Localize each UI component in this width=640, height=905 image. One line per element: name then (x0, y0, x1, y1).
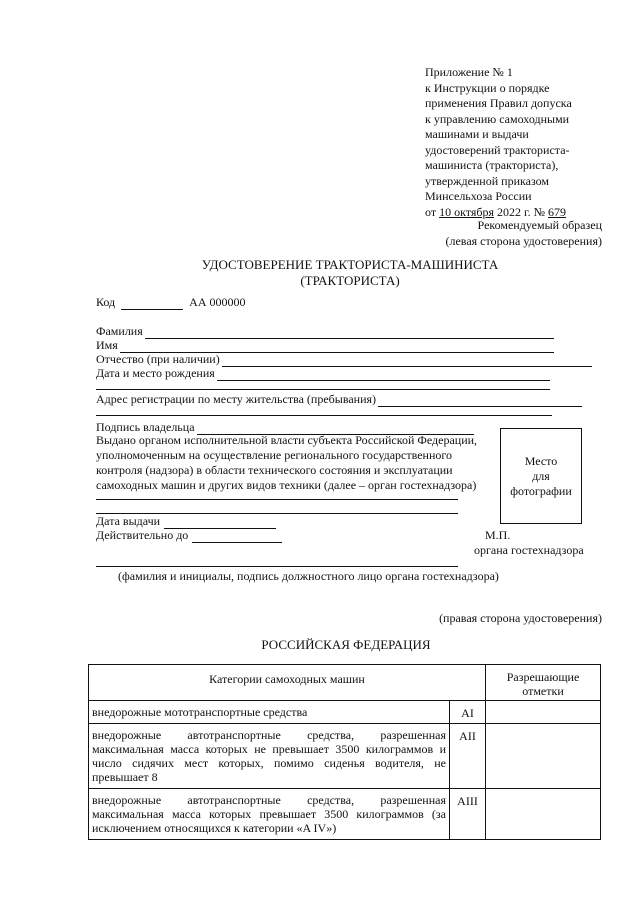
appendix-line: удостоверений тракториста- (425, 142, 570, 157)
patronymic-label: Отчество (при наличии) (96, 352, 220, 366)
issued-line: самоходных машин и других видов техники (далее – орган гостехнадзора) (96, 478, 477, 492)
name-field (96, 338, 554, 353)
category-marks (486, 724, 601, 789)
issued-line-1 (96, 499, 458, 500)
category-desc: внедорожные мототранспортные средства (89, 701, 450, 724)
appendix-line: к управлению самоходными (425, 111, 570, 126)
table-row (89, 724, 601, 789)
name-label: Имя (96, 338, 118, 352)
valid-until-line (192, 531, 282, 543)
sample-line-1: Рекомендуемый образец (477, 218, 602, 232)
header-marks-line-2: отметки (522, 684, 564, 698)
sample-label (446, 218, 603, 249)
title-line-1: УДОСТОВЕРЕНИЕ ТРАКТОРИСТА-МАШИНИСТА (201, 257, 499, 272)
category-code: AIII (450, 789, 486, 840)
birth-extra-line (96, 389, 550, 390)
table-row (89, 789, 601, 840)
issue-date-field (96, 514, 276, 529)
surname-label: Фамилия (96, 324, 143, 338)
address-extra-line (96, 415, 552, 416)
order-number: 679 (548, 204, 567, 219)
issued-line: уполномоченным на осуществление регионального государственного (96, 448, 452, 462)
address-line (378, 395, 582, 407)
category-desc: внедорожные автотранспортные средства, разрешенная максимальная масса которых не превышает 3500 килограммов и число сидячих мест которых, помимо сиденья водителя, не превышает 8 (89, 724, 450, 789)
code-blank (121, 298, 183, 310)
sample-line-2: (левая сторона удостоверения) (445, 234, 602, 248)
right-side-label: (правая сторона удостоверения) (439, 611, 602, 625)
issued-by-text (96, 433, 486, 493)
category-marks (486, 701, 601, 724)
appendix-line: машинами и выдачи (425, 127, 529, 141)
stamp-line-2: органа гостехнадзора (474, 543, 584, 557)
patronymic-field (96, 352, 592, 367)
issued-line: контроля (надзора) в области технического состояния и эксплуатации (96, 463, 453, 477)
address-field (96, 392, 582, 407)
photo-placeholder (500, 428, 582, 524)
birth-label: Дата и место рождения (96, 366, 215, 380)
official-signature-line (96, 566, 458, 567)
official-caption: (фамилия и инициалы, подпись должностного лицо органа гостехнадзора) (118, 569, 499, 583)
header-marks-line-1: Разрешающие (506, 670, 580, 684)
category-desc: внедорожные автотранспортные средства, разрешенная максимальная масса которых превышает 3500 килограммов (за исключением относящихся к категории «A IV») (89, 789, 450, 840)
category-code: AII (450, 724, 486, 789)
valid-until-label: Действительно до (96, 528, 189, 542)
category-marks (486, 789, 601, 840)
category-table (88, 664, 601, 840)
photo-line-3: фотографии (510, 483, 572, 498)
photo-line-2: для (532, 468, 550, 483)
birth-line (217, 369, 550, 381)
issue-date-label: Дата выдачи (96, 514, 161, 528)
table-header-row (89, 665, 601, 701)
date-middle: 2022 г. № (494, 204, 549, 219)
header-categories: Категории самоходных машин (89, 665, 486, 701)
federation-heading: РОССИЙСКАЯ ФЕДЕРАЦИЯ (261, 637, 431, 652)
category-code: AI (450, 701, 486, 724)
appendix-header (425, 65, 625, 220)
photo-line-1: Место (524, 453, 558, 468)
appendix-line: к Инструкции о порядке (425, 80, 550, 95)
signature-label: Подпись владельца (96, 420, 195, 434)
page-title (30, 257, 640, 288)
stamp-line-1: М.П. (485, 528, 511, 542)
stamp-label (485, 528, 510, 543)
table-row (89, 701, 601, 724)
date-prefix: от (425, 204, 440, 219)
valid-until-field (96, 528, 282, 543)
header-marks (486, 665, 601, 701)
code-label: Код (96, 295, 116, 309)
address-label: Адрес регистрации по месту жительства (пребывания) (96, 392, 377, 406)
issued-line: Выдано органом исполнительной власти субъекта Российской Федерации, (96, 433, 478, 447)
birth-field (96, 366, 550, 381)
code-row (96, 295, 246, 310)
stamp-authority (474, 543, 584, 558)
title-line-2: (ТРАКТОРИСТА) (300, 273, 400, 288)
code-value: АА 000000 (189, 295, 246, 309)
appendix-line: применения Правил допуска (425, 96, 572, 110)
appendix-line: Приложение № 1 (425, 65, 513, 79)
appendix-line: машиниста (тракториста), (425, 158, 559, 172)
appendix-line: утвержденной приказом (425, 173, 550, 188)
order-date: 10 октября (439, 204, 494, 219)
surname-field (96, 324, 554, 339)
appendix-line: Минсельхоза России (425, 189, 532, 203)
